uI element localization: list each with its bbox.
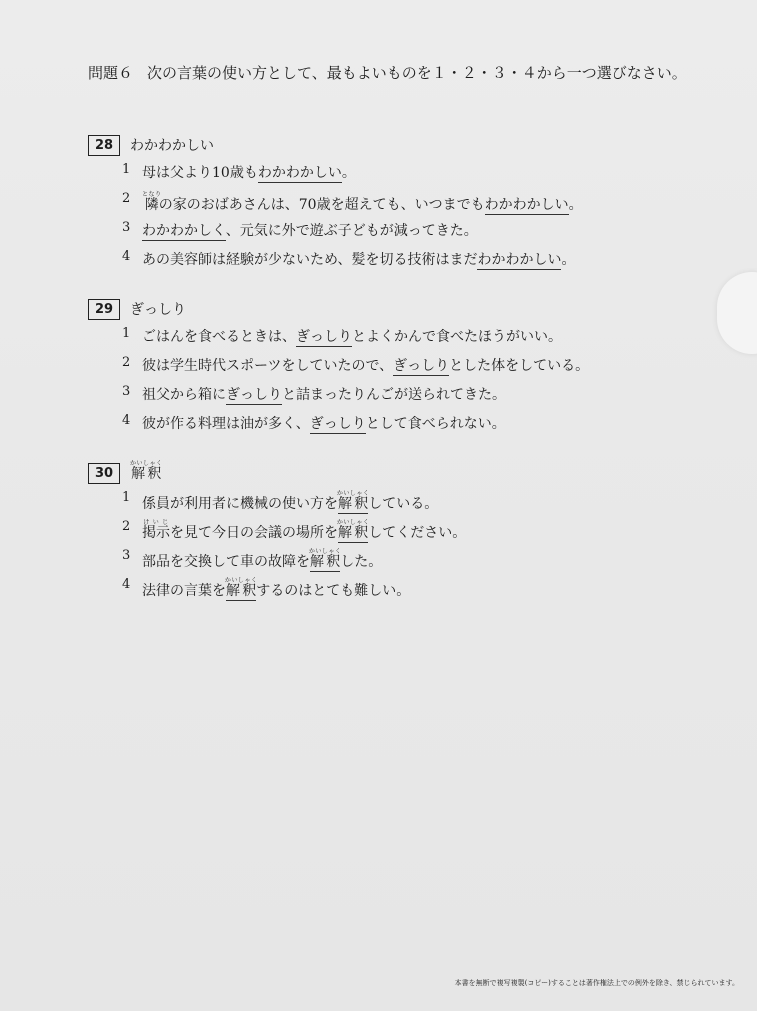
target-word-underline: わかわかしく — [142, 223, 226, 239]
option-row[interactable] — [88, 513, 467, 542]
problem-label: 問題６ — [88, 64, 134, 82]
copyright-notice: 本書を無断で複写複製(コピー)することは著作権法上での例外を除き、禁じられています。 — [454, 979, 739, 987]
question-header — [88, 454, 163, 484]
furigana-word: 掲示けいじ — [142, 519, 170, 541]
question-number-box: 30 — [88, 463, 120, 484]
target-word-underline: ぎっしり — [226, 387, 282, 403]
question-header — [88, 290, 186, 320]
problem-header — [88, 62, 687, 83]
option-row[interactable] — [88, 243, 576, 272]
option-row[interactable] — [88, 320, 562, 349]
option-text: 彼は学生時代スポーツをしていたので、ぎっしりとした体をしている。 — [142, 358, 590, 374]
question-number-box: 28 — [88, 135, 120, 156]
option-row[interactable] — [88, 571, 411, 600]
option-number: 1 — [122, 162, 131, 177]
option-row[interactable] — [88, 484, 439, 513]
question-28 — [88, 126, 583, 272]
option-row[interactable] — [88, 156, 356, 185]
furigana-word: 隣となり — [142, 191, 162, 213]
option-number: 3 — [122, 548, 131, 563]
question-word: ぎっしり — [130, 302, 186, 318]
target-word-underline: 解釈かいしゃく — [336, 519, 370, 541]
question-word: わかわかしい — [130, 138, 214, 154]
option-text: あの美容師は経験が少ないため、髪を切る技術はまだわかわかしい。 — [142, 252, 576, 268]
target-word-underline: ぎっしり — [296, 329, 352, 345]
option-number: 3 — [122, 220, 131, 235]
target-word-underline: わかわかしい — [477, 252, 562, 268]
question-word: 解釈かいしゃく — [130, 460, 163, 482]
option-text: 隣となりの家のおばあさんは、70歳を超えても、いつまでもわかわかしい。 — [142, 191, 583, 213]
option-number: 4 — [122, 413, 131, 428]
option-number: 2 — [122, 355, 131, 370]
target-word-underline: わかわかしい — [257, 165, 342, 181]
option-row[interactable] — [88, 407, 506, 436]
option-number: 2 — [122, 191, 131, 206]
option-text: 部品を交換して車の故障を解釈かいしゃくした。 — [142, 548, 383, 570]
option-number: 4 — [122, 249, 131, 264]
page-tab-shadow — [717, 272, 757, 354]
option-text: 彼が作る料理は油が多く、ぎっしりとして食べられない。 — [142, 416, 506, 432]
option-number: 3 — [122, 384, 131, 399]
option-row[interactable] — [88, 542, 383, 571]
target-word-underline: 解釈かいしゃく — [308, 548, 342, 570]
option-text: 係員が利用者に機械の使い方を解釈かいしゃくしている。 — [142, 490, 439, 512]
target-word-underline: ぎっしり — [393, 358, 450, 374]
option-text: 祖父から箱にぎっしりと詰まったりんごが送られてきた。 — [142, 387, 506, 403]
option-number: 2 — [122, 519, 131, 534]
option-row[interactable] — [88, 185, 583, 214]
option-number: 4 — [122, 577, 131, 592]
problem-instruction: 次の言葉の使い方として、最もよいものを１・２・３・４から一つ選びなさい。 — [147, 64, 687, 82]
option-row[interactable] — [88, 214, 478, 243]
target-word-underline: 解釈かいしゃく — [224, 577, 258, 599]
option-text: 母は父より10歳もわかわかしい。 — [142, 165, 356, 181]
option-text: わかわかしく、元気に外で遊ぶ子どもが減ってきた。 — [142, 223, 478, 239]
option-text: 法律の言葉を解釈かいしゃくするのはとても難しい。 — [142, 577, 411, 599]
target-word-underline: 解釈かいしゃく — [336, 490, 370, 512]
question-number-box: 29 — [88, 299, 120, 320]
option-row[interactable] — [88, 378, 506, 407]
option-number: 1 — [122, 326, 131, 341]
target-word-underline: わかわかしい — [484, 197, 569, 213]
option-text: ごはんを食べるときは、ぎっしりとよくかんで食べたほうがいい。 — [142, 329, 562, 345]
option-number: 1 — [122, 490, 131, 505]
option-row[interactable] — [88, 349, 590, 378]
question-30 — [88, 454, 467, 600]
target-word-underline: ぎっしり — [309, 416, 366, 432]
option-text: 掲示けいじを見て今日の会議の場所を解釈かいしゃくしてください。 — [142, 519, 467, 541]
question-header — [88, 126, 214, 156]
question-29 — [88, 290, 590, 436]
